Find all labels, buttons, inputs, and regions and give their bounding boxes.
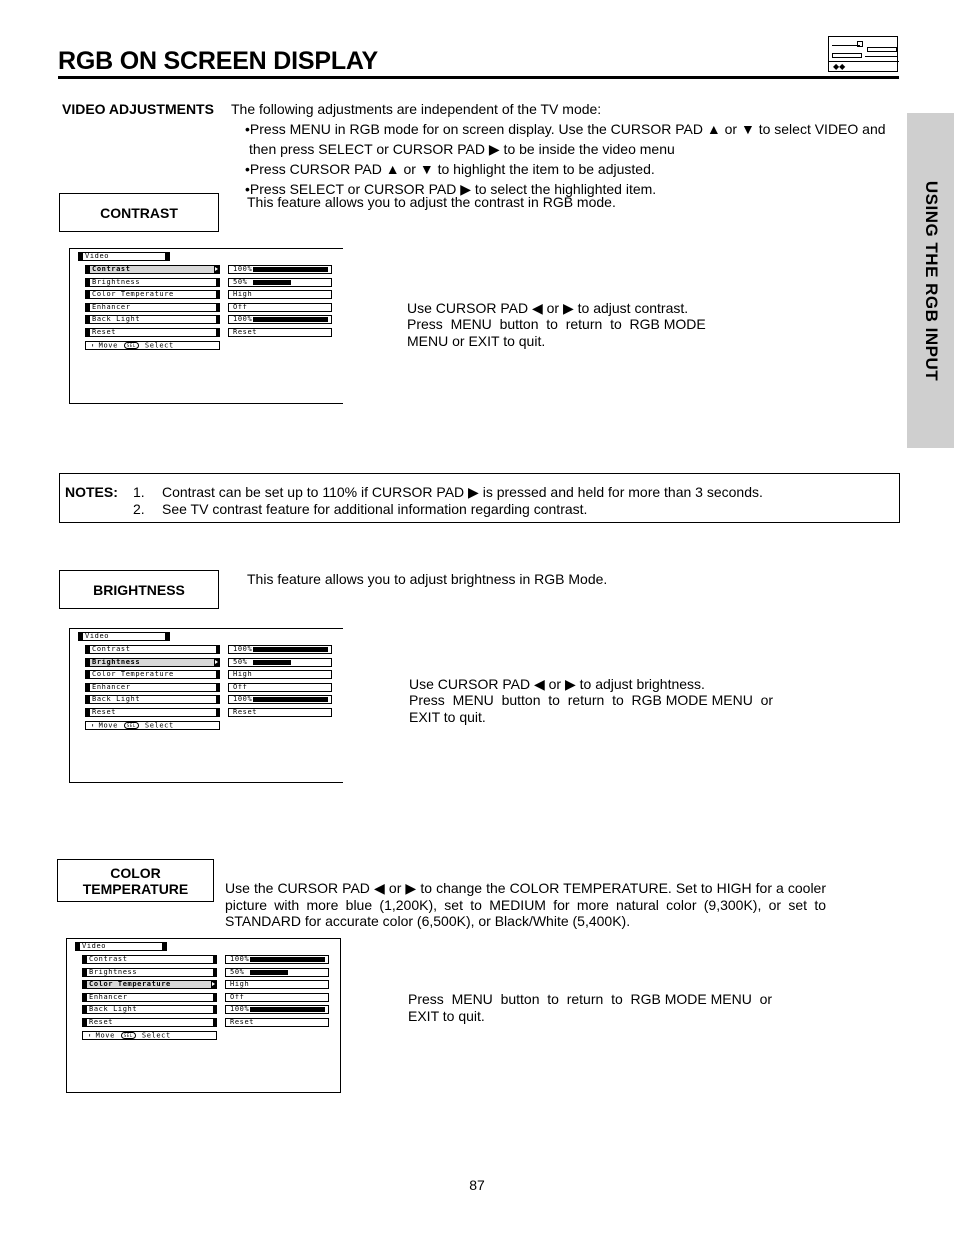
osd-item-marker [86, 304, 90, 311]
osd-item-marker [86, 709, 90, 716]
bullet-1a: •Press MENU in RGB mode for on screen display. Use the CURSOR PAD ▲ or ▼ to select VIDEO and [245, 121, 886, 137]
osd-menu-item-label: Brightness [92, 657, 141, 666]
osd-value-field[interactable] [228, 303, 332, 312]
note-1-text: Contrast can be set up to 110% if CURSOR PAD ▶ is pressed and held for more than 3 seconds. [162, 484, 763, 500]
osd-menu-item[interactable] [85, 315, 220, 324]
notes-label: NOTES: [65, 484, 118, 500]
bullet-2: •Press CURSOR PAD ▲ or ▼ to highlight the item to be adjusted. [245, 161, 655, 177]
osd-menu-item[interactable] [82, 968, 217, 977]
side-tab-label: USING THE RGB INPUT [921, 180, 941, 381]
brightness-description: This feature allows you to adjust brightness in RGB Mode. [247, 571, 608, 587]
osd-level-bar [253, 697, 328, 702]
osd-value-field[interactable] [228, 328, 332, 337]
osd-item-marker [86, 266, 90, 273]
osd-value-field[interactable] [225, 1018, 329, 1027]
contrast-instruction-3: MENU or EXIT to quit. [407, 333, 546, 349]
osd-item-end-marker [213, 1019, 216, 1026]
osd-value-field[interactable] [228, 670, 332, 679]
osd-menu-item[interactable] [82, 980, 217, 989]
osd-footer-select: Select [144, 341, 174, 350]
osd-level-bar [253, 267, 328, 272]
osd-footer-help [85, 721, 220, 730]
osd-footer-move: Move [95, 1031, 115, 1040]
osd-item-marker [86, 646, 90, 653]
tv-device-icon: ◆◆ [828, 36, 898, 72]
osd-item-arrow-icon [214, 659, 219, 666]
osd-item-end-marker [216, 316, 219, 323]
bullet-1b: then press SELECT or CURSOR PAD ▶ to be inside the video menu [249, 141, 675, 157]
osd-level-bar [253, 317, 328, 322]
osd-value-label: 50% [233, 657, 248, 666]
osd-menu-item-label: Brightness [92, 277, 141, 286]
brightness-label: BRIGHTNESS [93, 581, 185, 598]
osd-title: Video [85, 252, 110, 260]
brightness-instruction-3: EXIT to quit. [409, 709, 486, 725]
osd-value-field[interactable] [228, 278, 332, 287]
osd-level-bar [250, 1007, 325, 1012]
osd-screen-brightness [69, 628, 343, 783]
osd-item-arrow-icon [211, 981, 216, 988]
osd-item-marker [86, 659, 90, 666]
osd-title-field [75, 942, 167, 951]
osd-value-field[interactable] [228, 265, 332, 274]
page-title: RGB ON SCREEN DISPLAY [58, 47, 378, 75]
video-adjustments-intro: The following adjustments are independent of the TV mode: [231, 101, 602, 117]
osd-item-end-marker [216, 709, 219, 716]
osd-item-end-marker [216, 304, 219, 311]
osd-menu-item[interactable] [85, 683, 220, 692]
osd-value-label: High [233, 670, 253, 679]
osd-menu-item[interactable] [85, 670, 220, 679]
osd-value-field[interactable] [225, 993, 329, 1002]
brightness-instruction-2: Press MENU button to return to RGB MODE MENU or [409, 692, 774, 708]
note-1-num: 1. [133, 484, 145, 500]
osd-menu-item[interactable] [85, 278, 220, 287]
osd-menu-item-label: Reset [92, 708, 117, 716]
contrast-instruction-1: Use CURSOR PAD ◀ or ▶ to adjust contrast. [407, 300, 689, 316]
osd-value-label: 100% [230, 955, 250, 963]
osd-item-marker [86, 291, 90, 298]
osd-item-marker [83, 994, 87, 1001]
sel-button-icon: SEL [124, 722, 139, 729]
osd-footer-move: Move [98, 721, 118, 730]
osd-level-bar [253, 647, 328, 652]
osd-value-label: 100% [233, 265, 253, 273]
osd-item-marker [83, 969, 87, 976]
note-2-num: 2. [133, 501, 145, 517]
osd-item-marker [86, 696, 90, 703]
osd-title-marker [76, 943, 80, 950]
osd-menu-item[interactable] [82, 955, 217, 964]
color-temperature-instruction-1: Press MENU button to return to RGB MODE MENU or [408, 991, 773, 1007]
osd-footer-help [82, 1031, 217, 1040]
osd-title-end-marker [165, 253, 169, 260]
color-temperature-label-line1: COLOR [110, 864, 161, 881]
osd-value-field[interactable] [228, 315, 332, 324]
osd-menu-item-label: Enhancer [92, 682, 131, 691]
page-number: 87 [469, 1177, 485, 1193]
osd-item-marker [86, 279, 90, 286]
osd-menu-item-label: Back Light [92, 315, 141, 324]
osd-value-field[interactable] [228, 695, 332, 704]
osd-menu-item-label: Brightness [89, 967, 138, 976]
osd-item-end-marker [216, 646, 219, 653]
osd-value-label: Reset [233, 328, 258, 336]
osd-level-bar [250, 957, 325, 962]
osd-menu-item-label: Enhancer [89, 992, 128, 1001]
osd-item-end-marker [213, 994, 216, 1001]
osd-value-field[interactable] [225, 955, 329, 964]
osd-title-marker [79, 633, 83, 640]
contrast-label-box [59, 193, 219, 232]
osd-value-field[interactable] [228, 290, 332, 299]
osd-value-label: High [230, 980, 250, 989]
osd-menu-item-label: Reset [89, 1018, 114, 1026]
osd-menu-item-label: Color Temperature [92, 670, 174, 679]
osd-value-label: Off [233, 682, 248, 691]
osd-value-label: High [233, 290, 253, 299]
osd-menu-item[interactable] [85, 303, 220, 312]
osd-item-marker [83, 1006, 87, 1013]
osd-level-bar [253, 280, 291, 285]
osd-screen-contrast [69, 248, 343, 404]
osd-menu-item[interactable] [82, 1005, 217, 1014]
osd-level-bar [250, 970, 288, 975]
osd-item-marker [83, 1019, 87, 1026]
osd-menu-item[interactable] [85, 645, 220, 654]
osd-value-field[interactable] [228, 683, 332, 692]
osd-item-marker [83, 981, 87, 988]
note-2-text: See TV contrast feature for additional information regarding contrast. [162, 501, 588, 517]
osd-menu-item-label: Color Temperature [92, 290, 174, 299]
bullet-3: •Press SELECT or CURSOR PAD ▶ to select the highlighted item. [245, 181, 657, 197]
osd-menu-item-label: Contrast [89, 955, 128, 963]
up-down-arrow-icon: ⬍ [91, 343, 95, 350]
osd-value-label: Off [230, 992, 245, 1001]
osd-item-end-marker [213, 1006, 216, 1013]
brightness-instruction-1: Use CURSOR PAD ◀ or ▶ to adjust brightness. [409, 676, 705, 692]
osd-item-marker [86, 671, 90, 678]
osd-value-field[interactable] [225, 968, 329, 977]
contrast-instruction-2: Press MENU button to return to RGB MODE [407, 316, 706, 332]
osd-value-label: Reset [230, 1018, 255, 1026]
osd-value-field[interactable] [225, 980, 329, 989]
osd-footer-select: Select [144, 721, 174, 730]
osd-item-arrow-icon [214, 266, 219, 273]
osd-value-field[interactable] [228, 658, 332, 667]
osd-title: Video [82, 942, 107, 950]
osd-title-field [78, 252, 170, 261]
osd-menu-item[interactable] [85, 290, 220, 299]
osd-value-field[interactable] [228, 645, 332, 654]
osd-footer-move: Move [98, 341, 118, 350]
osd-value-label: 100% [233, 645, 253, 653]
osd-item-end-marker [213, 956, 216, 963]
osd-menu-item-label: Back Light [92, 695, 141, 704]
osd-value-field[interactable] [225, 1005, 329, 1014]
up-down-arrow-icon: ⬍ [91, 723, 95, 730]
sel-button-icon: SEL [124, 342, 139, 349]
video-adjustments-heading: VIDEO ADJUSTMENTS [62, 101, 214, 117]
osd-footer-select: Select [141, 1031, 171, 1040]
color-temperature-label-box [57, 859, 214, 902]
osd-item-end-marker [216, 671, 219, 678]
osd-item-marker [86, 329, 90, 336]
contrast-description: This feature allows you to adjust the contrast in RGB mode. [247, 194, 616, 210]
color-temperature-label-line2: TEMPERATURE [82, 880, 189, 897]
osd-title-end-marker [162, 943, 166, 950]
osd-value-label: 100% [230, 1005, 250, 1014]
osd-menu-item[interactable] [82, 1018, 217, 1027]
osd-value-label: Reset [233, 708, 258, 716]
osd-item-end-marker [216, 329, 219, 336]
osd-item-marker [83, 956, 87, 963]
osd-title-field [78, 632, 170, 641]
osd-title-marker [79, 253, 83, 260]
osd-value-label: 50% [233, 277, 248, 286]
osd-item-end-marker [216, 291, 219, 298]
osd-menu-item[interactable] [85, 328, 220, 337]
color-temperature-description: Use the CURSOR PAD ◀ or ▶ to change the COLOR TEMPERATURE. Set to HIGH for a cooler picture with more blue (1,200K), set to MEDIUM for more natural color (9,300K), or set to STANDARD for accurate color (6,500K), or Black/White (5,400K). [225, 880, 826, 929]
osd-menu-item-label: Color Temperature [89, 980, 171, 989]
osd-value-label: 100% [233, 695, 253, 704]
osd-value-label: 50% [230, 967, 245, 976]
osd-menu-item-label: Reset [92, 328, 117, 336]
osd-menu-item-label: Back Light [89, 1005, 138, 1014]
osd-item-marker [86, 684, 90, 691]
osd-item-end-marker [216, 684, 219, 691]
osd-menu-item-label: Contrast [92, 645, 131, 653]
osd-menu-item-label: Contrast [92, 265, 131, 273]
contrast-label: CONTRAST [100, 204, 178, 221]
title-rule [58, 76, 899, 79]
osd-menu-item[interactable] [85, 265, 220, 274]
osd-value-label: 100% [233, 315, 253, 324]
osd-menu-item[interactable] [85, 708, 220, 717]
osd-item-marker [86, 316, 90, 323]
osd-item-end-marker [216, 696, 219, 703]
up-down-arrow-icon: ⬍ [88, 1033, 92, 1040]
osd-title-end-marker [165, 633, 169, 640]
sel-button-icon: SEL [121, 1032, 136, 1039]
notes-box [59, 473, 900, 523]
osd-item-end-marker [216, 279, 219, 286]
osd-item-end-marker [213, 969, 216, 976]
osd-value-field[interactable] [228, 708, 332, 717]
brightness-label-box [59, 570, 219, 609]
osd-title: Video [85, 632, 110, 640]
osd-footer-help [85, 341, 220, 350]
color-temperature-instruction-2: EXIT to quit. [408, 1008, 485, 1024]
osd-menu-item-label: Enhancer [92, 302, 131, 311]
osd-menu-item[interactable] [85, 658, 220, 667]
osd-menu-item[interactable] [85, 695, 220, 704]
side-tab [907, 113, 954, 448]
osd-value-label: Off [233, 302, 248, 311]
osd-menu-item[interactable] [82, 993, 217, 1002]
osd-screen-color-temperature [66, 938, 341, 1093]
osd-level-bar [253, 660, 291, 665]
